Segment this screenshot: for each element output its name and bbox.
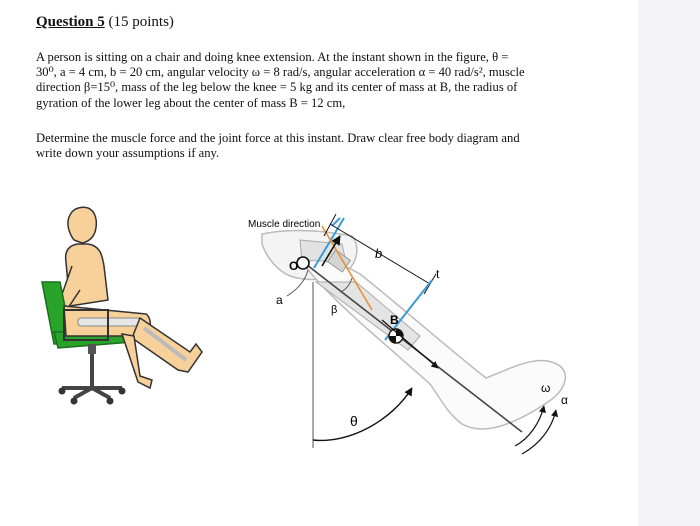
statement-line: direction β=15⁰, mass of the leg below the knee = 5 kg and its center of mass at B, the radius of xyxy=(36,80,518,95)
muscle-direction-label: Muscle direction xyxy=(248,219,321,230)
label-theta: θ xyxy=(350,413,358,429)
question-title: Question 5 xyxy=(36,14,105,30)
label-t: t xyxy=(436,267,440,281)
chair-post xyxy=(88,344,96,354)
label-alpha: α xyxy=(561,393,568,407)
seated-person-illustration xyxy=(42,207,202,404)
statement-line: gyration of the lower leg about the center of mass B = 12 cm, xyxy=(36,95,346,110)
knee-joint-o xyxy=(297,257,309,269)
knee-diagram xyxy=(248,214,568,454)
statement-line: 30⁰, a = 4 cm, b = 20 cm, angular velocity ω = 8 rad/s, angular acceleration α = 40 rad/s², muscle xyxy=(36,65,525,80)
label-o: O xyxy=(289,259,299,273)
task-line: write down your assumptions if any. xyxy=(36,146,220,161)
person-head xyxy=(68,207,96,243)
label-a: a xyxy=(276,293,283,307)
label-omega: ω xyxy=(541,381,551,395)
label-beta: β xyxy=(331,304,338,316)
statement-line: A person is sitting on a chair and doing knee extension. At the instant shown in the figure, θ = xyxy=(36,50,509,64)
label-b-center: B xyxy=(390,313,399,327)
label-b-distance: b xyxy=(375,246,383,261)
leg-axis-line xyxy=(298,258,522,432)
theta-angle-arc xyxy=(313,388,412,440)
alpha-arc xyxy=(522,410,556,454)
task-line: Determine the muscle force and the joint force at this instant. Draw clear free body diagram and xyxy=(36,131,520,145)
question-points: (15 points) xyxy=(108,14,174,30)
